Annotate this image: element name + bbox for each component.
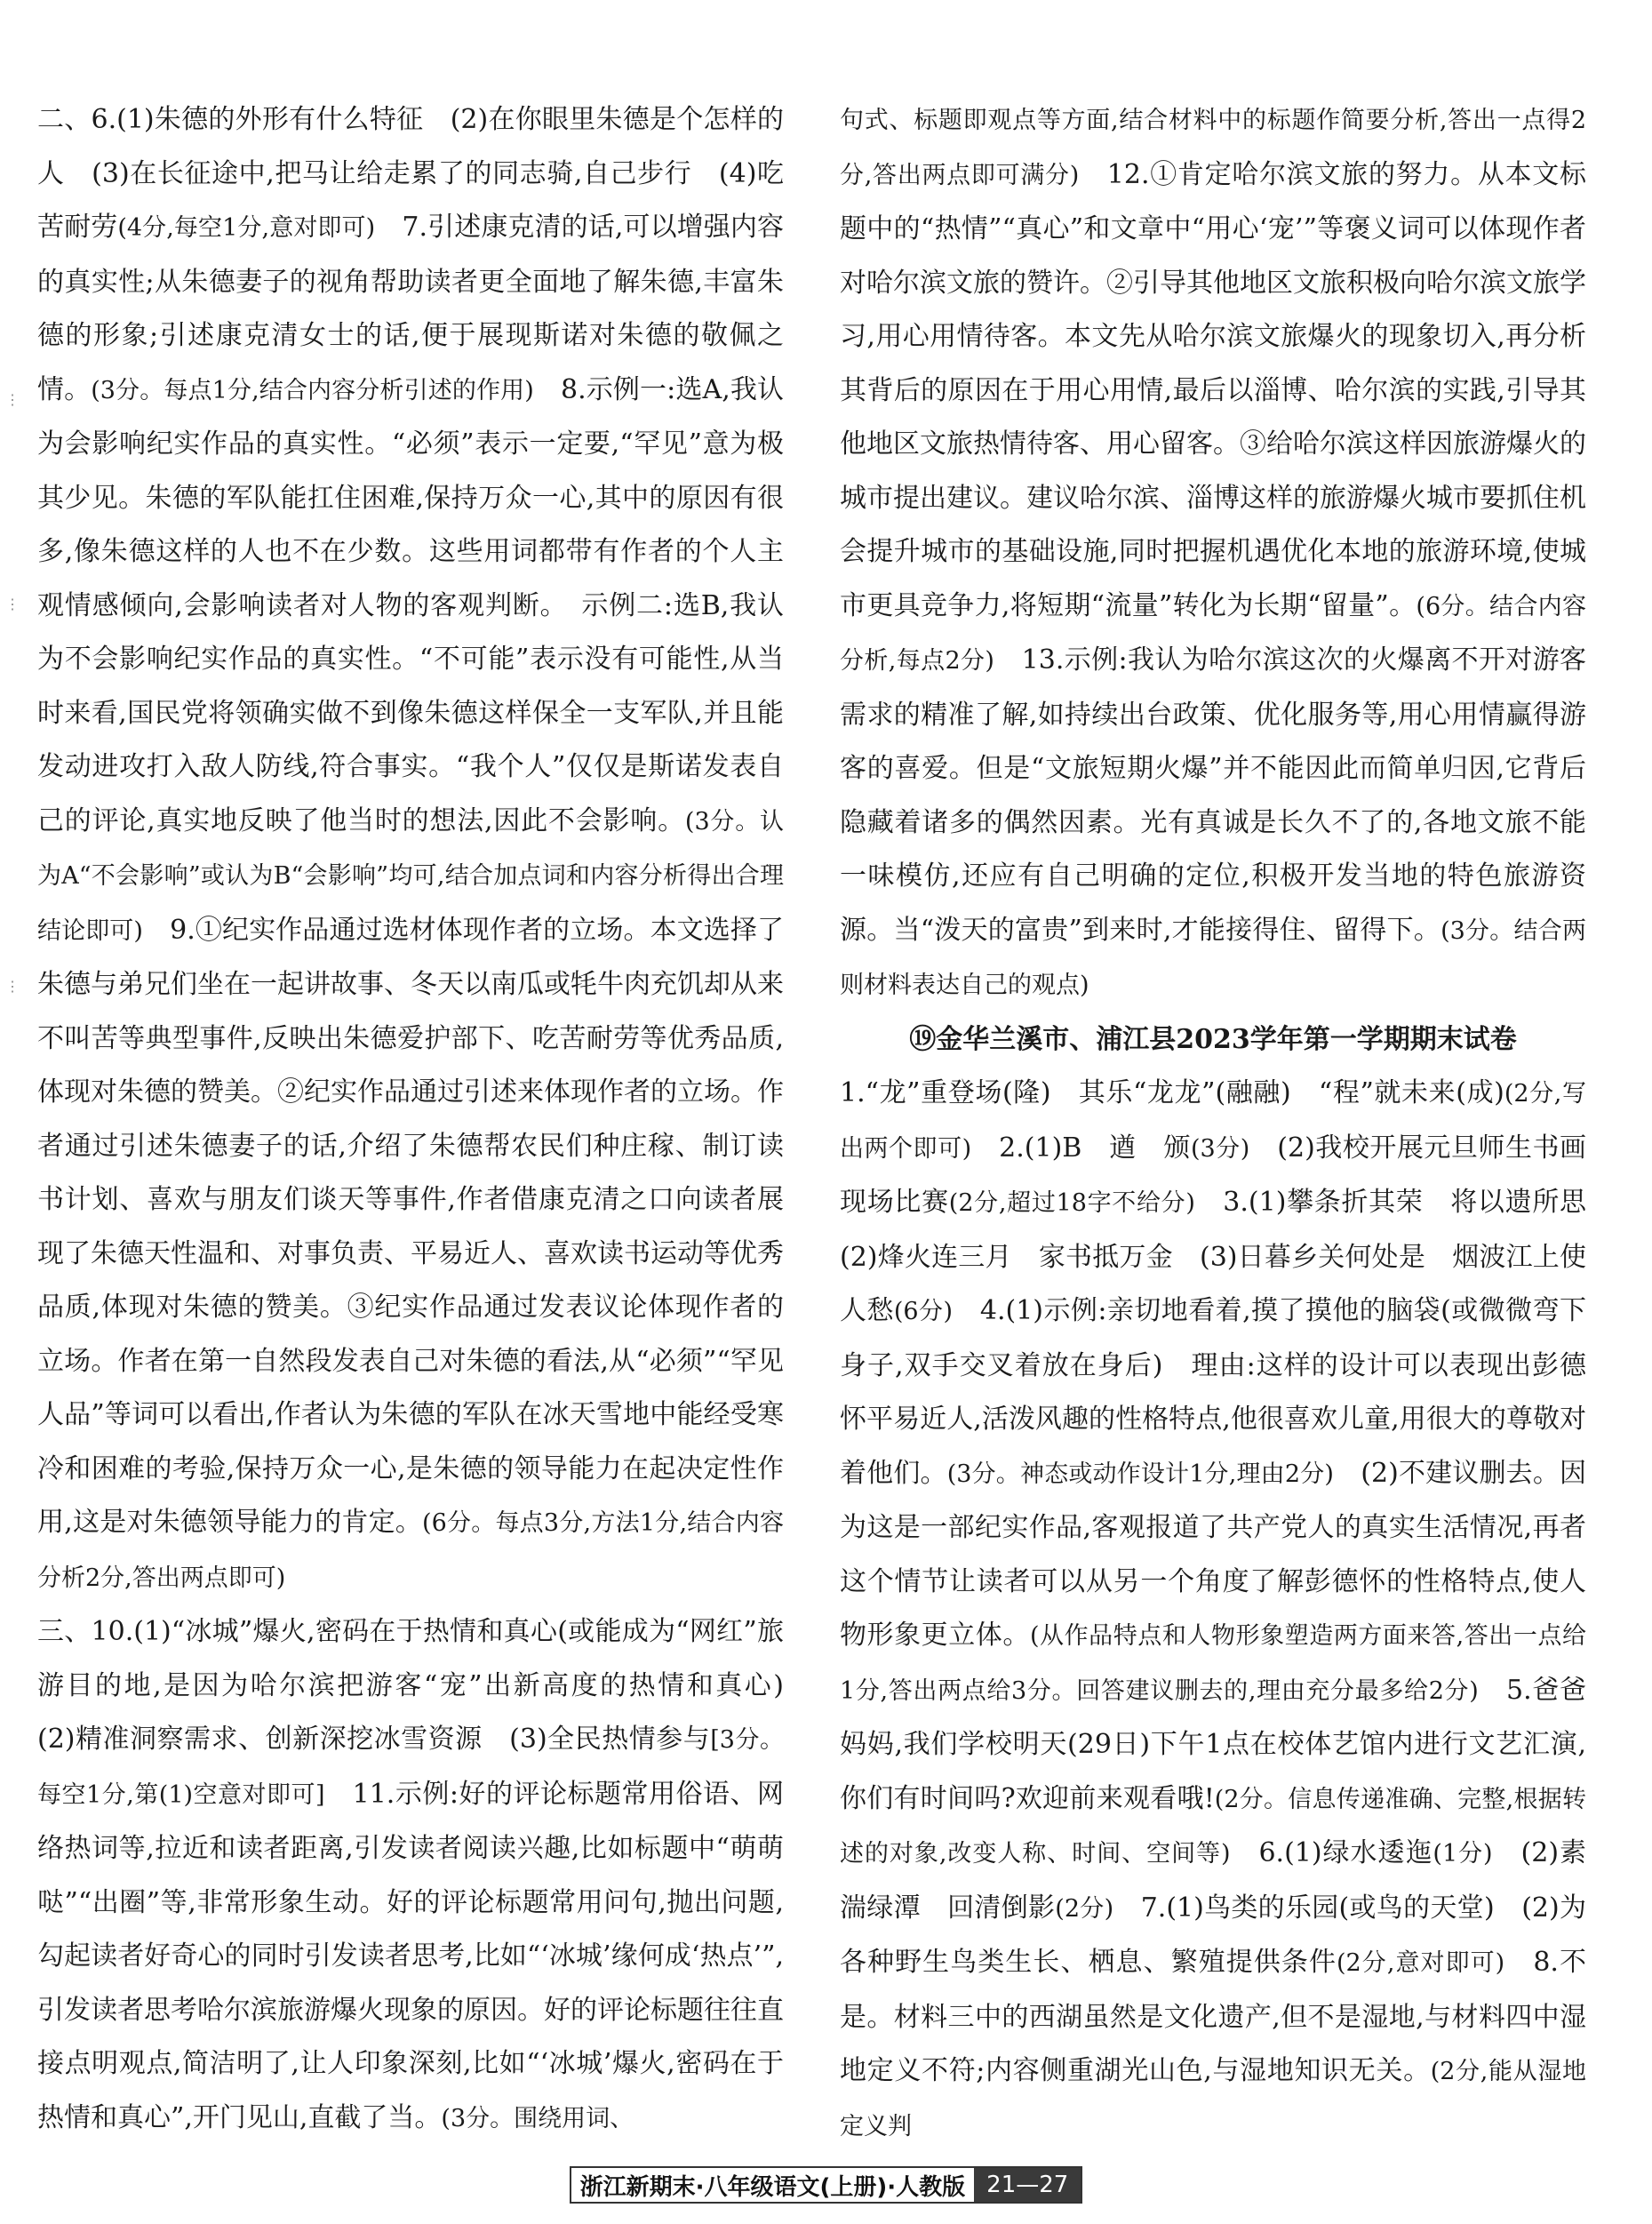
binding-margin-dots: ⋮ xyxy=(5,391,20,408)
answer-text: 三、10.(1)“冰城”爆火,密码在于热情和真心(或能成为“网红”旅游目的地,是因为哈尔滨把游客“宠”出新高度的热情和真心) (2)精准洞察需求、创新深挖冰雪资源 (3)全民热情参与 xyxy=(37,1616,810,1755)
scoring-note: (3分。围绕用词、 xyxy=(441,2104,634,2132)
footer-page-range: 21—27 xyxy=(974,2168,1081,2202)
scoring-note: (4分,每空1分,意对即可) xyxy=(117,214,376,242)
scoring-note: (6分。结合内容分析,每点2分) xyxy=(840,592,1586,675)
answer-paragraph xyxy=(37,93,784,1605)
right-answer-column xyxy=(840,93,1614,2154)
answer-text: 6.(1)绿水逶迤 xyxy=(1230,1837,1433,1868)
answer-paragraph xyxy=(840,93,1586,1013)
answer-text: 2.(1)B 遒 颁 xyxy=(971,1132,1191,1164)
scoring-note: (3分。认为A“不会影响”或认为B“会影响”均可,结合加点词和内容分析得出合理结论即可) xyxy=(37,807,784,945)
answer-text: 12.①肯定哈尔滨文旅的努力。从本文标题中的“热情”“真心”和文章中“用心‘宠’”等褒义词可以体现作者对哈尔滨文旅的赞许。②引导其他地区文旅积极向哈尔滨文旅学习,用心用情待客。本文先从哈尔滨文旅爆火的现象切入,再分析其背后的原因在于用心用情,最后以淄博、哈尔滨的实践,引导其他地区文旅热情待客、用心留客。③给哈尔滨这样因旅游爆火的城市提出建议。建议哈尔滨、淄博这样的旅游爆火城市要抓住机会提升城市的基础设施,同时把握机遇优化本地的旅游环境,使城市更具竞争力,将短期“流量”转化为长期“留量”。 xyxy=(840,158,1586,621)
scoring-note: (2分,写出两个即可) xyxy=(840,1080,1586,1163)
answer-text: (2)素湍绿潭 回清倒影 xyxy=(840,1837,1586,1924)
answer-text: (2)不建议删去。因为这是一部纪实作品,客观报道了共产党人的真实生活情况,再者这个情节让读者可以从另一个角度了解彭德怀的性格特点,使人物形象更立体。 xyxy=(840,1457,1587,1651)
scoring-note: (2分) xyxy=(1055,1894,1114,1923)
answer-text: (2)我校开展元旦师生书画现场比赛 xyxy=(840,1132,1586,1218)
answer-paragraph xyxy=(840,1067,1614,2154)
scoring-note: [3分。每空1分,第(1)空意对即可] xyxy=(37,1726,784,1809)
scoring-note: (2分,意对即可) xyxy=(1337,1949,1505,1977)
scoring-note: (1分) xyxy=(1433,1840,1493,1868)
binding-margin-dots: ⋮ xyxy=(5,978,20,995)
answer-text: 7.引述康克清的话,可以增强内容的真实性;从朱德妻子的视角帮助读者更全面地了解朱德,丰富朱德的形象;引述康克清女士的话,便于展现斯诺对朱德的敬佩之情。 xyxy=(37,212,785,405)
answer-text: 7.(1)鸟类的乐园(或鸟的天堂) (2)为各种野生鸟类生长、栖息、繁殖提供条件 xyxy=(840,1892,1587,1978)
answer-text: 4.(1)示例:亲切地看着,摸了摸他的脑袋(或微微弯下身子,双手交叉着放在身后) 理由:这样的设计可以表现出彭德怀平易近人,活泼风趣的性格特点,他很喜欢儿童,用很大的尊敬对着他们。 xyxy=(840,1295,1587,1489)
answer-text: 8.示例一:选A,我认为会影响纪实作品的真实性。“必须”表示一定要,“罕见”意为极其少见。朱德的军队能扛住困难,保持万众一心,其中的原因有很多,像朱德这样的人也不在少数。这些用词都带有作者的个人主观情感倾向,会影响读者对人物的客观判断。 示例二:选B,我认为不会影响纪实作品的真实性。“不可能”表示没有可能性,从当时来看,国民党将领确实做不到像朱德这样保全一支军队,并且能发动进攻打入敌人防线,符合事实。“我个人”仅仅是斯诺发表自己的评论,真实地反映了他当时的想法,因此不会影响。 xyxy=(37,373,785,836)
scoring-note: (2分,超过18字不给分) xyxy=(948,1189,1195,1217)
scoring-note: (3分。结合两则材料表达自己的观点) xyxy=(840,916,1586,999)
answer-text: 1.“龙”重登场(隆) 其乐“龙龙”(融融) “程”就未来(成) xyxy=(840,1077,1504,1108)
footer-badge xyxy=(570,2166,1083,2204)
binding-margin-dots: ⋮ xyxy=(5,596,20,612)
footer-book-title: 浙江新期末·八年级语文(上册)·人教版 xyxy=(571,2168,975,2202)
scoring-note: (从作品特点和人物形象塑造两方面来答,答出一点给1分,答出两点给3分。回答建议删去的,理由充分最多给2分) xyxy=(840,1622,1586,1705)
scoring-note: (6分) xyxy=(893,1298,954,1325)
section-title: ⑲金华兰溪市、浦江县2023学年第一学期期末试卷 xyxy=(909,1023,1517,1055)
answer-paragraph xyxy=(37,1605,810,2146)
scoring-note: (3分。神态或动作设计1分,理由2分) xyxy=(946,1460,1334,1488)
answer-text: 11.示例:好的评论标题常用俗语、网络热词等,拉近和读者距离,引发读者阅读兴趣,比如标题中“萌萌哒”“出圈”等,非常形象生动。好的评论标题常用问句,抛出问题,勾起读者好奇心的同时引发读者思考,比如“‘冰城’缘何成‘热点’”,引发读者思考哈尔滨旅游爆火现象的原因。好的评论标题往往直接点明观点,简洁明了,让人印象深刻,比如“‘冰城’爆火,密码在于热情和真心”,开门见山,直截了当。 xyxy=(37,1778,784,2133)
scoring-note: (3分) xyxy=(1190,1134,1250,1163)
answer-text: 二、6.(1)朱德的外形有什么特征 (2)在你眼里朱德是个怎样的人 (3)在长征途中,把马让给走累了的同志骑,自己步行 (4)吃苦耐劳 xyxy=(37,104,784,243)
scoring-note: (3分。每点1分,结合内容分析引述的作用) xyxy=(91,376,534,404)
answer-text: 3.(1)攀条折其荣 将以遗所思 (2)烽火连三月 家书抵万金 (3)日暮乡关何处是 烟波江上使人愁 xyxy=(840,1187,1614,1326)
answer-text: 8.不是。材料三中的西湖虽然是文化遗产,但不是湿地,与材料四中湿地定义不符;内容侧重湖光山色,与湿地知识无关。 xyxy=(840,1947,1587,2086)
left-answer-column xyxy=(37,93,810,2146)
answer-text: 9.①纪实作品通过选材体现作者的立场。本文选择了朱德与弟兄们坐在一起讲故事、冬天以南瓜或牦牛肉充饥却从来不叫苦等典型事件,反映出朱德爱护部下、吃苦耐劳等优秀品质,体现对朱德的赞美。②纪实作品通过引述来体现作者的立场。作者通过引述朱德妻子的话,介绍了朱德帮农民们种庄稼、制订读书计划、喜欢与朋友们谈天等事件,作者借康克清之口向读者展现了朱德天性温和、对事负责、平易近人、喜欢读书运动等优秀品质,体现对朱德的赞美。③纪实作品通过发表议论体现作者的立场。作者在第一自然段发表自己对朱德的看法,从“必须”“罕见人品”等词可以看出,作者认为朱德的军队在冰天雪地中能经受寒冷和困难的考验,保持万众一心,是朱德的领导能力在起决定性作用,这是对朱德领导能力的肯定。 xyxy=(37,914,784,1538)
scoring-note: 句式、标题即观点等方面,结合材料中的标题作简要分析,答出一点得2分,答出两点即可满分) xyxy=(840,107,1586,189)
scoring-note: (2分。信息传递准确、完整,根据转述的对象,改变人称、时间、空间等) xyxy=(840,1785,1587,1868)
scoring-note: (6分。每点3分,方法1分,结合内容分析2分,答出两点即可) xyxy=(37,1509,784,1592)
scoring-note: (2分,能从湿地定义判 xyxy=(840,2058,1586,2140)
answer-text: 5.爸爸妈妈,我们学校明天(29日)下午1点在校体艺馆内进行文艺汇演,你们有时间吗?欢迎前来观看哦! xyxy=(840,1674,1586,1814)
page-footer xyxy=(0,2167,1652,2203)
answer-text: 13.示例:我认为哈尔滨这次的火爆离不开对游客需求的精准了解,如持续出台政策、优化服务等,用心用情赢得游客的喜爱。但是“文旅短期火爆”并不能因此而简单归因,它背后隐藏着诸多的偶然因素。光有真诚是长久不了的,各地文旅不能一味模仿,还应有自己明确的定位,积极开发当地的特色旅游资源。当“泼天的富贵”到来时,才能接得住、留得下。 xyxy=(840,644,1586,946)
